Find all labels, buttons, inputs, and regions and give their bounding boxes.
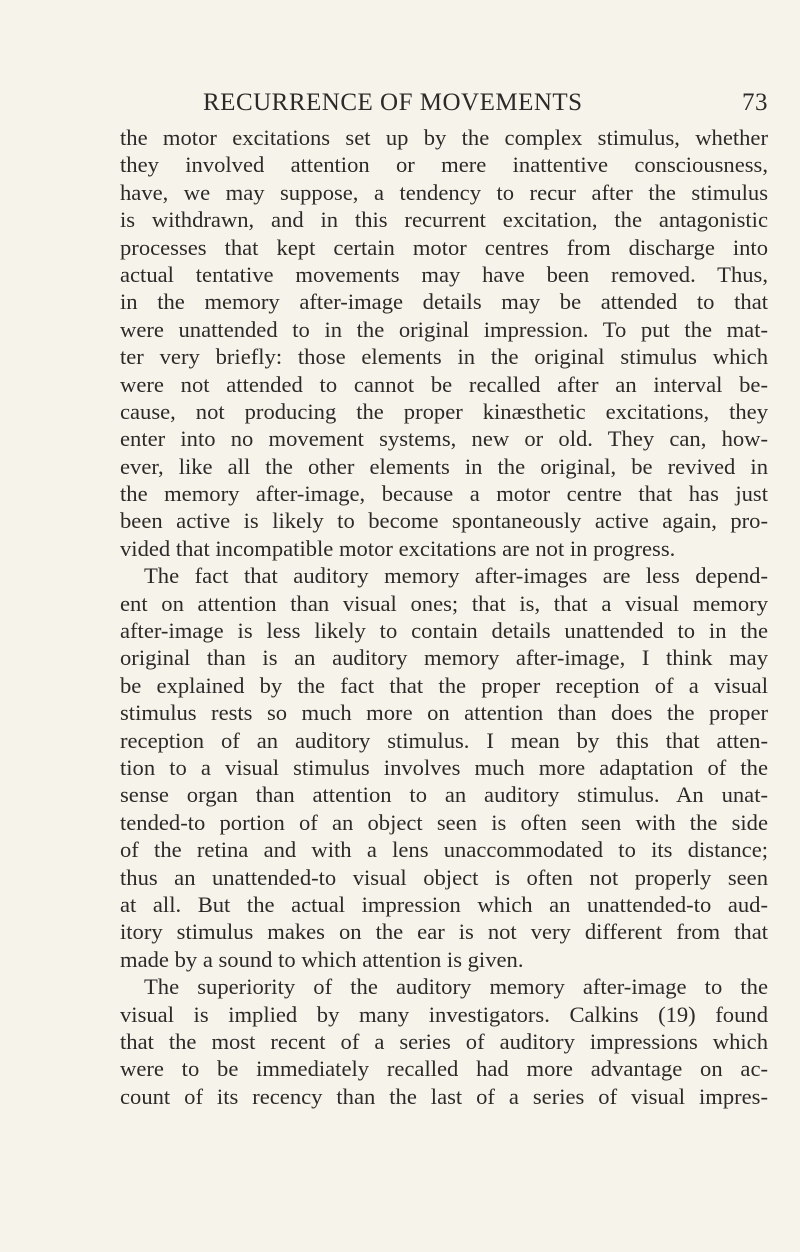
text-line: after-image is less likely to contain details unattended to in the	[120, 618, 768, 644]
text-line: The fact that auditory memory after-images are less depend-	[144, 563, 768, 589]
text-line: visual is implied by many investigators. Calkins (19) found	[120, 1001, 768, 1027]
text-line: were not attended to cannot be recalled after an interval be-	[120, 371, 768, 397]
text-line: be explained by the fact that the proper reception of a visual	[120, 672, 768, 698]
page-number: 73	[742, 89, 768, 116]
text-line: of the retina and with a lens unaccommodated to its distance;	[120, 837, 768, 863]
text-line: count of its recency than the last of a series of visual impres-	[120, 1083, 768, 1109]
running-head-title: RECURRENCE OF MOVEMENTS	[203, 89, 583, 116]
text-line: ent on attention than visual ones; that is, that a visual memory	[120, 590, 768, 616]
text-line: the memory after-image, because a motor centre that has just	[120, 481, 768, 507]
text-line: cause, not producing the proper kinæsthetic excitations, they	[120, 398, 768, 424]
text-line: The superiority of the auditory memory after-image to the	[144, 974, 768, 1000]
text-line: vided that incompatible motor excitations are not in progress.	[120, 535, 676, 561]
text-line: were to be immediately recalled had more advantage on ac-	[120, 1056, 768, 1082]
text-line: that the most recent of a series of auditory impressions which	[120, 1028, 768, 1054]
text-line: stimulus rests so much more on attention than does the proper	[120, 700, 768, 726]
text-line: ter very briefly: those elements in the original stimulus which	[120, 344, 768, 370]
text-line: in the memory after-image details may be attended to that	[120, 289, 768, 315]
text-line: sense organ than attention to an auditory stimulus. An unat-	[120, 782, 768, 808]
text-line: were unattended to in the original impression. To put the mat-	[120, 316, 768, 342]
text-line: tion to a visual stimulus involves much more adaptation of the	[120, 754, 768, 780]
text-line: tended-to portion of an object seen is often seen with the side	[120, 809, 768, 835]
text-line: made by a sound to which attention is given.	[120, 946, 524, 972]
paragraph	[120, 124, 768, 562]
running-head	[203, 88, 768, 118]
paragraph	[120, 973, 768, 1110]
text-line: actual tentative movements may have been removed. Thus,	[120, 261, 768, 287]
text-line: thus an unattended-to visual object is often not properly seen	[120, 864, 768, 890]
paragraph	[120, 562, 768, 973]
text-line: have, we may suppose, a tendency to recur after the stimulus	[120, 179, 768, 205]
text-line: original than is an auditory memory after-image, I think may	[120, 645, 768, 671]
text-line: they involved attention or mere inattentive consciousness,	[120, 152, 768, 178]
text-line: is withdrawn, and in this recurrent excitation, the antagonistic	[120, 207, 768, 233]
text-line: processes that kept certain motor centres from discharge into	[120, 234, 768, 260]
text-line: enter into no movement systems, new or old. They can, how-	[120, 426, 768, 452]
text-line: been active is likely to become spontaneously active again, pro-	[120, 508, 768, 534]
text-line: ever, like all the other elements in the original, be revived in	[120, 453, 768, 479]
text-line: at all. But the actual impression which an unattended-to aud-	[120, 891, 768, 917]
text-line: the motor excitations set up by the complex stimulus, whether	[120, 125, 768, 150]
text-line: itory stimulus makes on the ear is not very different from that	[120, 919, 768, 945]
body-text	[120, 124, 768, 1110]
text-line: reception of an auditory stimulus. I mean by this that atten-	[120, 727, 768, 753]
